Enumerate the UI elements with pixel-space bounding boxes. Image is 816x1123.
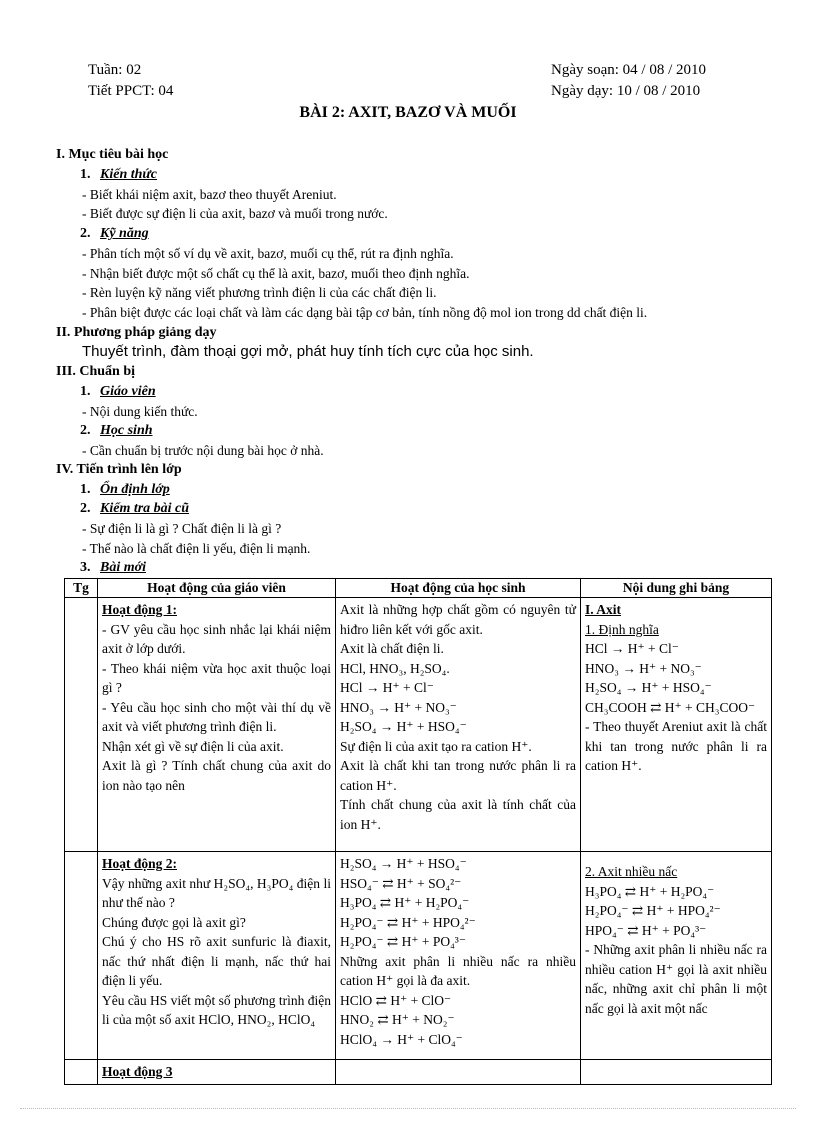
list-item: - Biết được sự điện li của axit, bazơ và muối trong nước.	[82, 206, 388, 221]
teacher-line: Chú ý cho HS rõ axit sunfuric là điaxit, nấc thứ nhất điện li mạnh, nấc thứ hai điện li yếu.	[102, 934, 331, 988]
board-line: HPO₄⁻ ⇄ H⁺ + PO₄³⁻	[585, 922, 707, 938]
student-line: HClO ⇄ H⁺ + ClO⁻	[340, 992, 452, 1008]
col-header-teacher: Hoạt động của giáo viên	[98, 579, 336, 598]
list-item: - Cần chuẩn bị trước nội dung bài học ở nhà.	[82, 443, 324, 458]
teach-date: Ngày dạy: 10 / 08 / 2010	[551, 83, 701, 99]
student-line: H₂PO₄⁻ ⇄ H⁺ + HPO₄²⁻	[340, 914, 476, 930]
student-line: H₂SO₄ → H⁺ + HSO₄⁻	[340, 719, 467, 734]
list-item: - Phân tích một số ví dụ về axit, bazơ, muối cụ thể, rút ra định nghĩa.	[82, 246, 454, 261]
teacher-line: - GV yêu cầu học sinh nhắc lại khái niệm axit ở lớp dưới.	[102, 621, 331, 656]
subsection-student: 2. Học sinh	[80, 423, 153, 438]
activity-title: Hoạt động 3	[102, 1064, 173, 1079]
list-item: - Nhận biết được một số chất cụ thể là axit, bazơ, muối theo định nghĩa.	[82, 266, 470, 281]
list-item: - Sự điện li là gì ? Chất điện li là gì ?	[82, 521, 282, 536]
board-line: H₂SO₄ → H⁺ + HSO₄⁻	[585, 680, 712, 695]
col-header-board: Nội dung ghi bảng	[581, 579, 772, 598]
table-header-row	[65, 579, 772, 598]
teacher-line: - Yêu cầu học sinh cho một vài thí dụ về axit và viết phương trình điện li.	[102, 699, 331, 734]
list-item: - Nội dung kiến thức.	[82, 404, 198, 419]
week-label: Tuần: 02	[88, 62, 142, 78]
student-line: H₂SO₄ → H⁺ + HSO₄⁻	[340, 856, 467, 871]
col-header-student: Hoạt động của học sinh	[336, 579, 581, 598]
teacher-activity-cell	[98, 1060, 336, 1085]
list-item: - Phân biệt được các loại chất và làm các dạng bài tập cơ bản, tính nồng độ mol ion trong dd chất điện li.	[82, 305, 648, 320]
student-line: H₃PO₄ ⇄ H⁺ + H₂PO₄⁻	[340, 895, 470, 910]
table-row	[65, 852, 772, 1060]
section-methods: II. Phương pháp giảng dạy	[56, 325, 217, 340]
board-section-title: I. Axit	[585, 602, 622, 617]
student-activity-cell	[336, 1060, 581, 1085]
student-line: Sự điện li của axit tạo ra cation H⁺.	[340, 738, 532, 754]
student-activity-cell	[336, 852, 581, 1060]
prep-date: Ngày soạn: 04 / 08 / 2010	[551, 62, 706, 78]
board-line: H₃PO₄ ⇄ H⁺ + H₂PO₄⁻	[585, 883, 715, 899]
page-footer-divider	[20, 1108, 796, 1109]
subsection-new-lesson: 3. Bài mới	[80, 560, 147, 575]
board-line: HCl → H⁺ + Cl⁻	[585, 641, 679, 656]
section-procedure: IV. Tiến trình lên lớp	[56, 462, 182, 477]
teacher-line: Axit là gì ? Tính chất chung của axit do ion nào tạo nên	[102, 758, 331, 793]
subsection-knowledge: 1. Kiến thức	[80, 167, 158, 182]
student-activity-cell	[336, 598, 581, 852]
board-subtitle: 1. Định nghĩa	[585, 621, 659, 637]
activity-title: Hoạt động 1:	[102, 602, 178, 617]
student-line: HNO₂ ⇄ H⁺ + NO₂⁻	[340, 1012, 455, 1027]
lesson-table	[64, 578, 772, 1085]
student-line: H₂PO₄⁻ ⇄ H⁺ + PO₄³⁻	[340, 934, 466, 949]
teacher-activity-cell	[98, 852, 336, 1060]
board-line: - Những axit phân li nhiều nấc ra nhiều cation H⁺ gọi là axit nhiều nấc, những axit chỉ phân li một nấc gọi là axit một nấc	[585, 942, 767, 1016]
list-item: - Biết khái niệm axit, bazơ theo thuyết Areniut.	[82, 187, 337, 202]
student-line: HNO₃ → H⁺ + NO₃⁻	[340, 699, 457, 715]
board-content-cell	[581, 852, 772, 1060]
period-label: Tiết PPCT: 04	[88, 83, 174, 99]
student-line: Tính chất chung của axit là tính chất của ion H⁺.	[340, 797, 576, 832]
teacher-line: - Theo khái niệm vừa học axit thuộc loại gì ?	[102, 660, 331, 695]
section-objectives: I. Mục tiêu bài học	[56, 147, 169, 162]
subsection-stabilize: 1. Ổn định lớp	[80, 482, 170, 497]
teacher-line: Vậy những axit như H₂SO₄, H₃PO₄ điện li như thế nào ?	[102, 875, 331, 910]
board-line: CH₃COOH ⇄ H⁺ + CH₃COO⁻	[585, 699, 756, 715]
student-line: HSO₄⁻ ⇄ H⁺ + SO₄²⁻	[340, 875, 462, 891]
student-line: HCl → H⁺ + Cl⁻	[340, 680, 434, 695]
student-line: Axit là những hợp chất gồm có nguyên tử hiđro liên kết với gốc axit.	[340, 602, 576, 637]
list-item: - Rèn luyện kỹ năng viết phương trình điện li của các chất điện li.	[82, 285, 437, 300]
methods-text: Thuyết trình, đàm thoại gợi mở, phát huy tính tích cực của học sinh.	[82, 343, 534, 360]
student-line: Axit là chất điện li.	[340, 641, 444, 656]
board-content-cell	[581, 598, 772, 852]
subsection-teacher: 1. Giáo viên	[80, 384, 156, 399]
page-title: BÀI 2: AXIT, BAZƠ VÀ MUỐI	[299, 104, 517, 121]
subsection-skills: 2. Kỹ năng	[80, 226, 149, 241]
activity-title: Hoạt động 2:	[102, 856, 178, 871]
teacher-line: Nhận xét gì về sự điện li của axit.	[102, 738, 284, 754]
student-line: Axit là chất khi tan trong nước phân li ra cation H⁺.	[340, 758, 576, 793]
time-cell	[65, 1060, 98, 1085]
teacher-activity-cell	[98, 598, 336, 852]
teacher-line: Chúng được gọi là axit gì?	[102, 914, 246, 930]
teacher-line: Yêu cầu HS viết một số phương trình điện li của một số axit HClO, HNO₂, HClO₄	[102, 992, 331, 1027]
student-line: HClO₄ → H⁺ + ClO₄⁻	[340, 1031, 463, 1047]
list-item: - Thế nào là chất điện li yếu, điện li mạnh.	[82, 541, 311, 556]
student-line: HCl, HNO₃, H₂SO₄.	[340, 660, 450, 676]
table-row	[65, 598, 772, 852]
board-line: H₂PO₄⁻ ⇄ H⁺ + HPO₄²⁻	[585, 903, 721, 918]
board-line: HNO₃ → H⁺ + NO₃⁻	[585, 660, 702, 676]
student-line: Những axit phân li nhiều nấc ra nhiều cation H⁺ gọi là đa axit.	[340, 953, 576, 988]
subsection-review: 2. Kiểm tra bài cũ	[80, 501, 190, 516]
board-content-cell	[581, 1060, 772, 1085]
section-preparation: III. Chuẩn bị	[56, 364, 135, 379]
time-cell	[65, 598, 98, 852]
table-row	[65, 1060, 772, 1085]
time-cell	[65, 852, 98, 1060]
col-header-time: Tg	[65, 579, 98, 598]
board-subtitle: 2. Axit nhiều nấc	[585, 864, 678, 879]
board-line: - Theo thuyết Areniut axit là chất khi tan trong nước phân li ra cation H⁺.	[585, 719, 767, 773]
